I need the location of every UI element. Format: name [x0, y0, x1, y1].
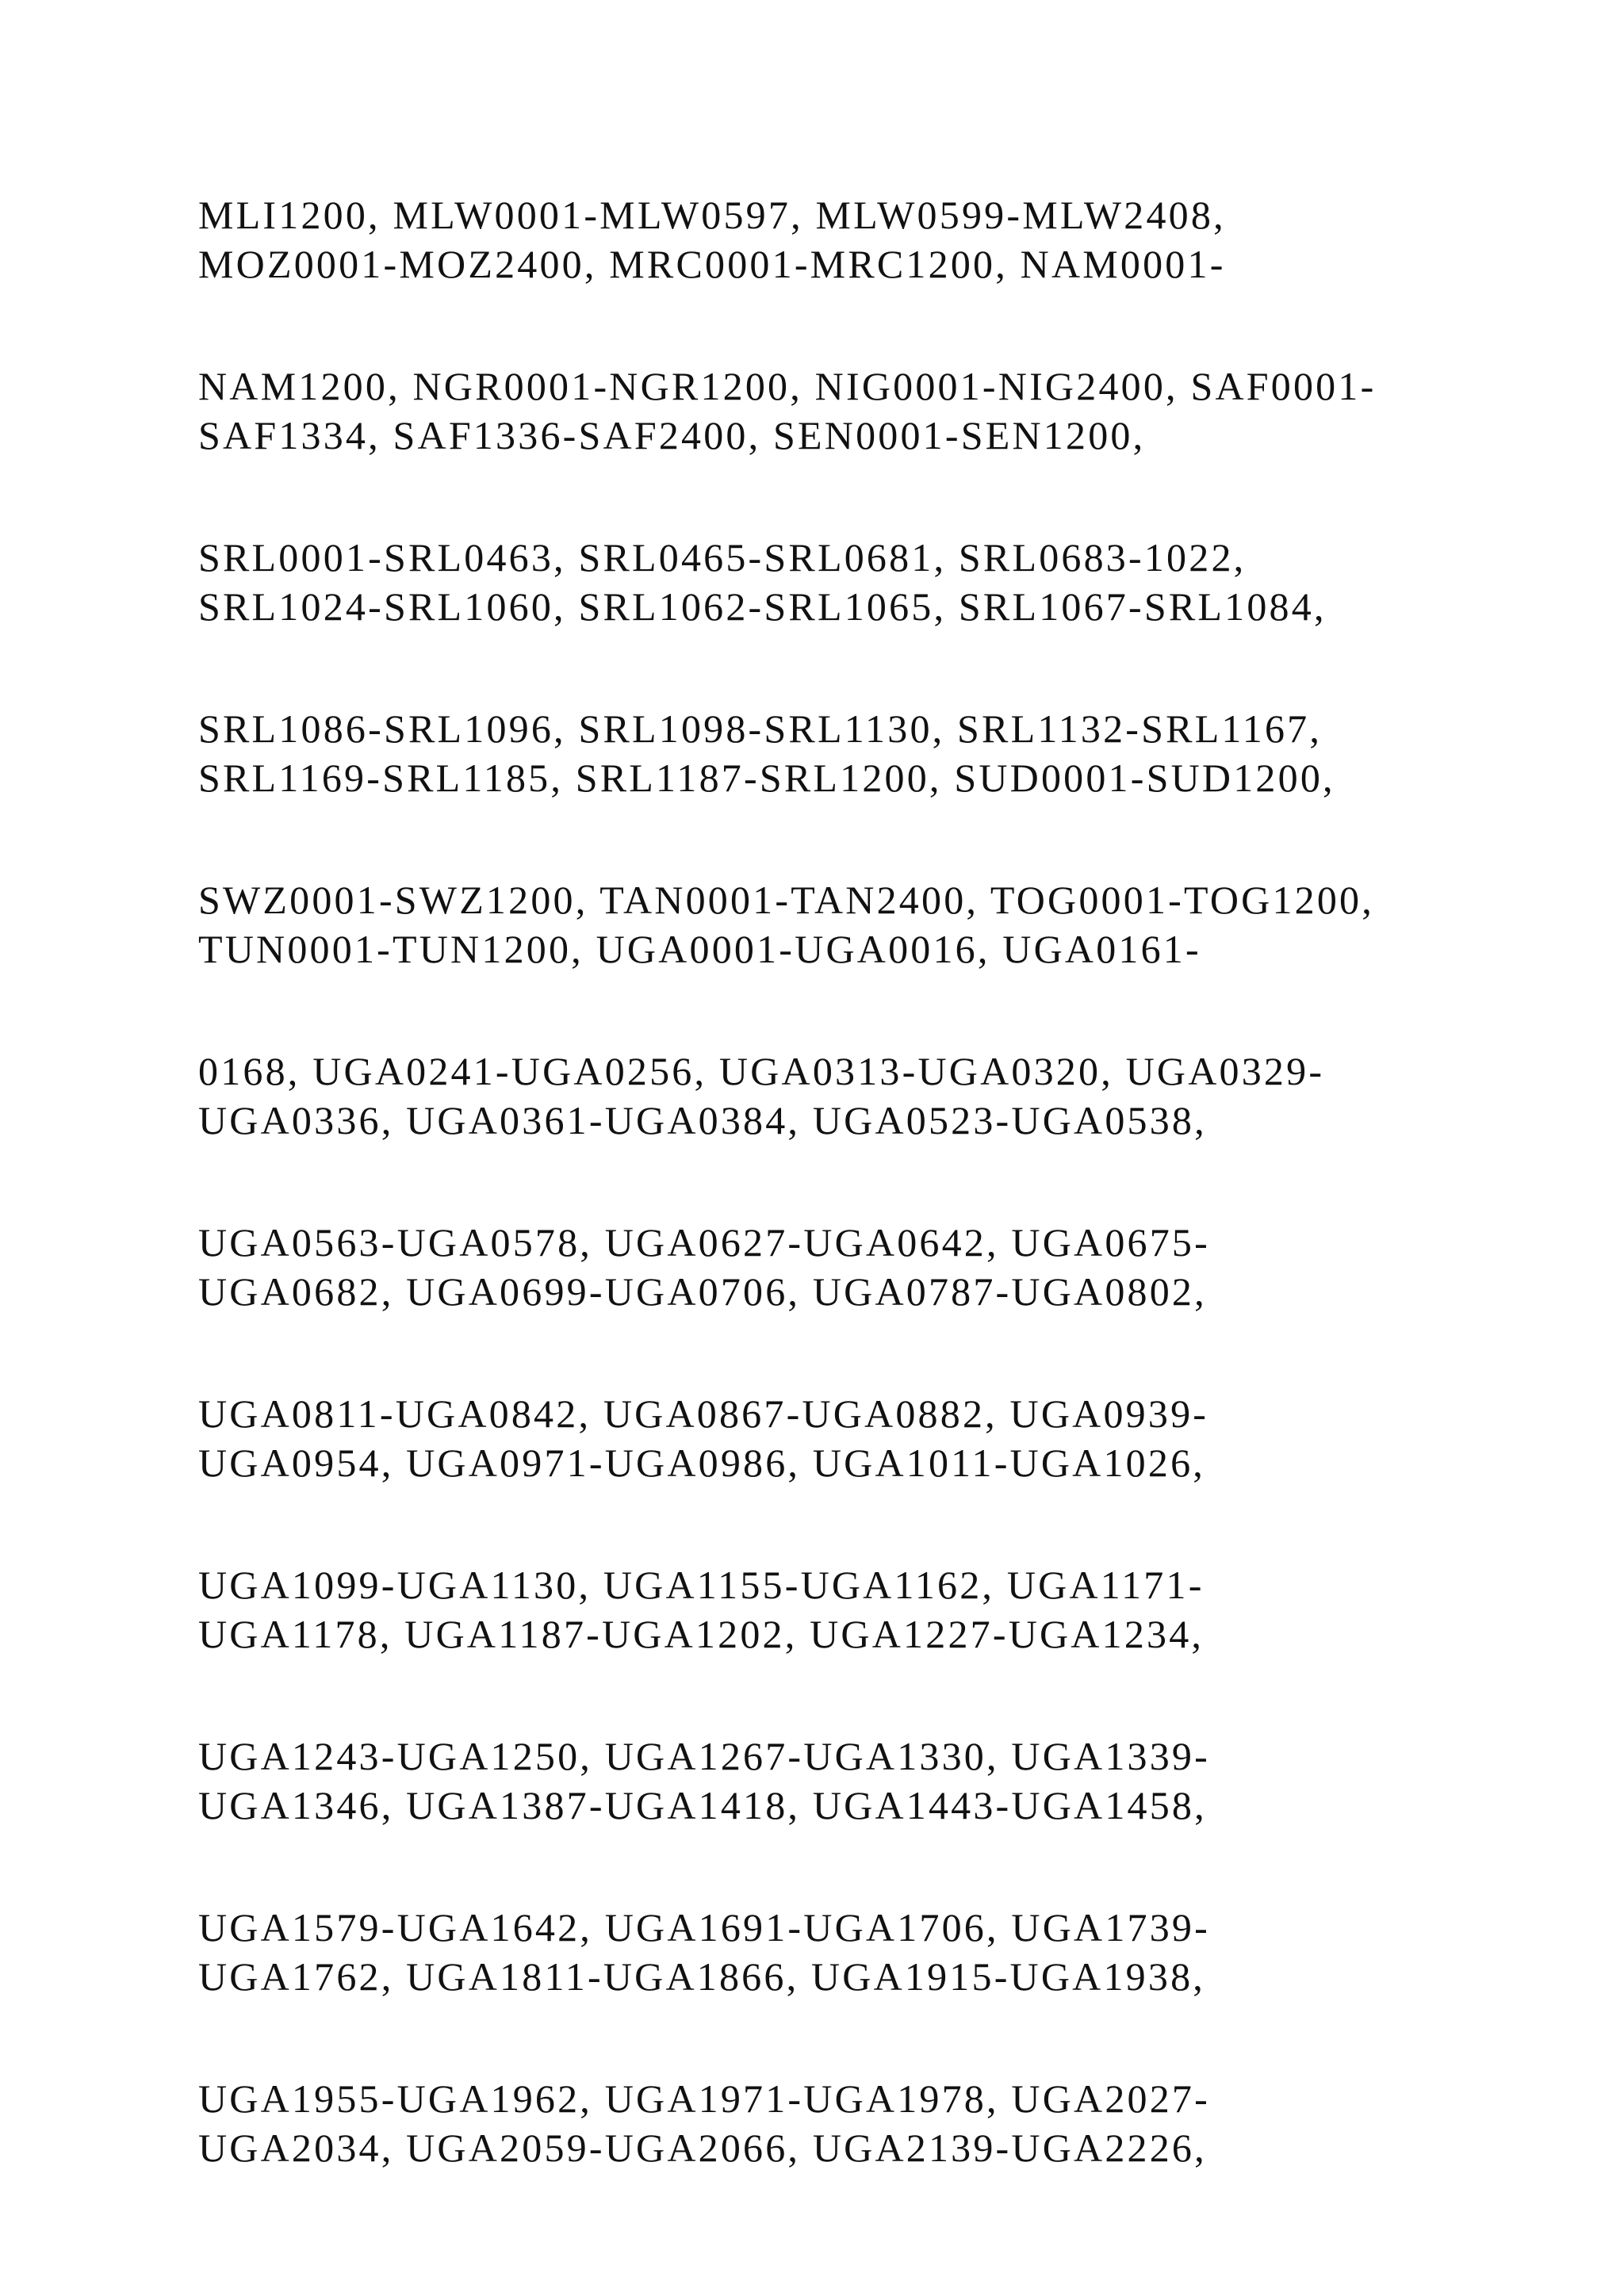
text-line: NAM1200, NGR0001-NGR1200, NIG0001-NIG2400, SAF0001- — [198, 364, 1377, 408]
paragraph — [198, 2074, 1467, 2172]
paragraph — [198, 1732, 1467, 1830]
text-line: SWZ0001-SWZ1200, TAN0001-TAN2400, TOG0001-TOG1200, — [198, 878, 1374, 922]
text-line: UGA1955-UGA1962, UGA1971-UGA1978, UGA2027- — [198, 2076, 1210, 2121]
paragraph — [198, 190, 1467, 289]
text-line: MLI1200, MLW0001-MLW0597, MLW0599-MLW2408, — [198, 193, 1226, 237]
text-line: UGA0811-UGA0842, UGA0867-UGA0882, UGA0939- — [198, 1391, 1209, 1436]
text-line: UGA0336, UGA0361-UGA0384, UGA0523-UGA0538, — [198, 1098, 1207, 1142]
text-line: UGA1762, UGA1811-UGA1866, UGA1915-UGA1938, — [198, 1954, 1205, 1999]
paragraph — [198, 704, 1467, 802]
text-line: UGA1346, UGA1387-UGA1418, UGA1443-UGA1458, — [198, 1783, 1207, 1827]
paragraph — [198, 362, 1467, 460]
paragraph — [198, 533, 1467, 631]
paragraph — [198, 1389, 1467, 1487]
paragraph — [198, 875, 1467, 974]
text-line: MOZ0001-MOZ2400, MRC0001-MRC1200, NAM0001- — [198, 242, 1226, 286]
text-line: SAF1334, SAF1336-SAF2400, SEN0001-SEN1200, — [198, 413, 1146, 457]
text-line: UGA0682, UGA0699-UGA0706, UGA0787-UGA0802, — [198, 1269, 1207, 1314]
text-line: UGA1178, UGA1187-UGA1202, UGA1227-UGA1234, — [198, 1612, 1205, 1656]
text-line: UGA2034, UGA2059-UGA2066, UGA2139-UGA2226, — [198, 2126, 1207, 2170]
text-line: UGA1243-UGA1250, UGA1267-UGA1330, UGA1339- — [198, 1734, 1210, 1778]
document-body — [198, 190, 1467, 2245]
text-line: SRL1024-SRL1060, SRL1062-SRL1065, SRL1067-SRL1084, — [198, 584, 1327, 629]
paragraph — [198, 1047, 1467, 1145]
text-line: UGA0563-UGA0578, UGA0627-UGA0642, UGA0675- — [198, 1220, 1210, 1265]
paragraph — [198, 1903, 1467, 2001]
text-line: SRL1169-SRL1185, SRL1187-SRL1200, SUD0001-SUD1200, — [198, 756, 1335, 800]
text-line: 0168, UGA0241-UGA0256, UGA0313-UGA0320, UGA0329- — [198, 1049, 1325, 1093]
text-line: TUN0001-TUN1200, UGA0001-UGA0016, UGA0161- — [198, 927, 1201, 971]
text-line: UGA0954, UGA0971-UGA0986, UGA1011-UGA1026, — [198, 1441, 1205, 1485]
paragraph — [198, 1560, 1467, 1659]
paragraph — [198, 1218, 1467, 1316]
text-line: SRL1086-SRL1096, SRL1098-SRL1130, SRL1132-SRL1167, — [198, 706, 1323, 751]
text-line: UGA1579-UGA1642, UGA1691-UGA1706, UGA1739- — [198, 1905, 1210, 1950]
text-line: SRL0001-SRL0463, SRL0465-SRL0681, SRL0683-1022, — [198, 535, 1247, 580]
text-line: UGA1099-UGA1130, UGA1155-UGA1162, UGA1171- — [198, 1563, 1205, 1607]
